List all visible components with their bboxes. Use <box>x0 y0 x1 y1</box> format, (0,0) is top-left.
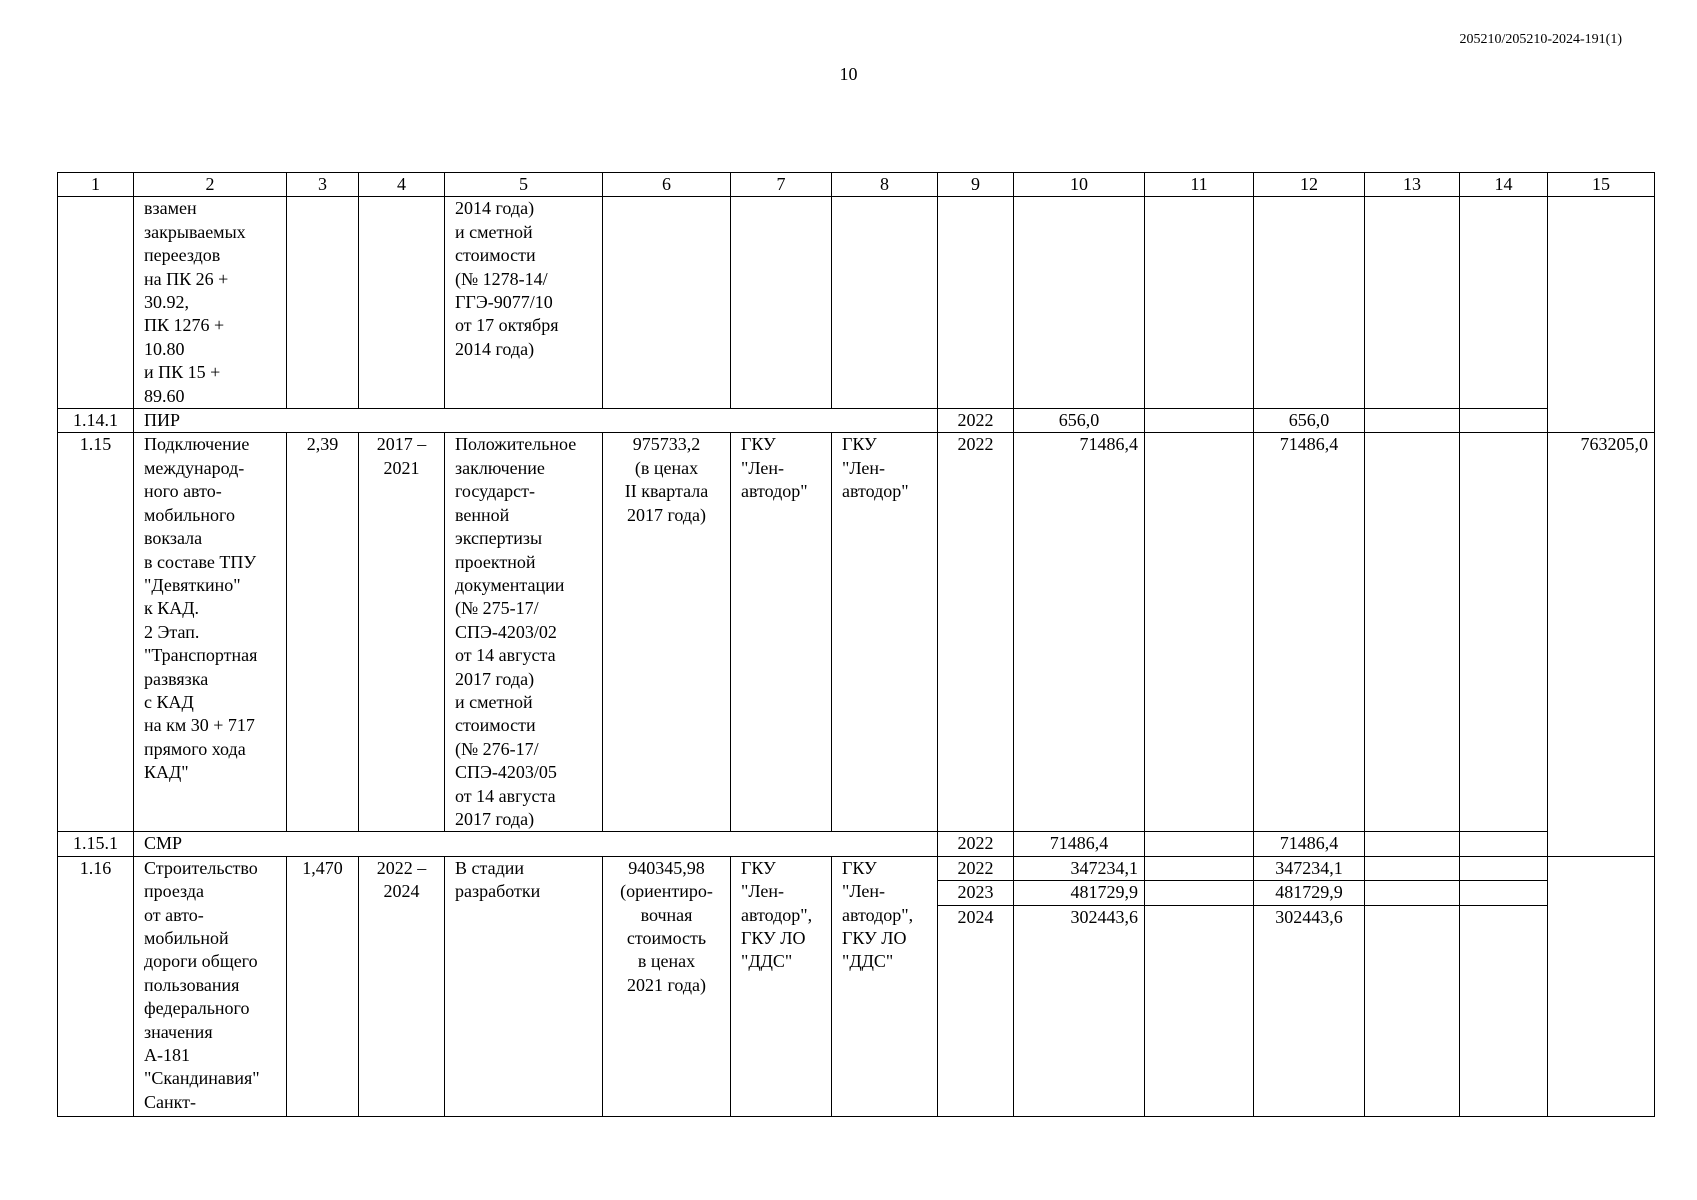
cell-label: СМР <box>134 832 938 856</box>
col-header: 7 <box>731 173 832 197</box>
cell-num: 1.16 <box>58 856 134 1116</box>
col-header: 2 <box>134 173 287 197</box>
col-header: 10 <box>1014 173 1145 197</box>
cell-total: 347234,1 <box>1014 856 1145 880</box>
cell-cost: 975733,2 (в ценах II квартала 2017 года) <box>603 433 731 832</box>
cell-customer: ГКУ "Лен- автодор" <box>731 433 832 832</box>
col-header: 8 <box>832 173 938 197</box>
cell-period: 2017 – 2021 <box>359 433 445 832</box>
cell-total: 71486,4 <box>1014 433 1145 832</box>
cell-doc: Положительное заключение государст- венной экспертизы проектной документации (№ 275-17/ СПЭ-4203/02 от 14 августа 2017 года) и сметной стоимости (№ 276-17/ СПЭ-4203/05 от 14 августа 2017 года) <box>445 433 603 832</box>
cell-empty <box>1365 197 1460 409</box>
cell-c12: 71486,4 <box>1254 433 1365 832</box>
col-header: 5 <box>445 173 603 197</box>
cell-c15: 763205,0 <box>1548 433 1655 856</box>
col-header: 11 <box>1145 173 1254 197</box>
cell-customer: ГКУ "Лен- автодор", ГКУ ЛО "ДДС" <box>731 856 832 1116</box>
cell-total: 481729,9 <box>1014 881 1145 905</box>
header-row <box>58 173 1655 197</box>
col-header: 12 <box>1254 173 1365 197</box>
cell-cost: 940345,98 (ориентиро- вочная стоимость в ценах 2021 года) <box>603 856 731 1116</box>
cell-empty <box>1365 881 1460 905</box>
cell-total: 302443,6 <box>1014 905 1145 1116</box>
cell-c12: 302443,6 <box>1254 905 1365 1116</box>
col-header: 1 <box>58 173 134 197</box>
cell-empty <box>1460 433 1548 832</box>
cell-doc: В стадии разработки <box>445 856 603 1116</box>
cell-empty <box>1145 856 1254 880</box>
cell-empty <box>1365 856 1460 880</box>
cell-empty <box>1365 832 1460 856</box>
cell-year: 2022 <box>938 856 1014 880</box>
cell-total: 71486,4 <box>1014 832 1145 856</box>
cell-name: взамен закрываемых переездов на ПК 26 + 30.92, ПК 1276 + 10.80 и ПК 15 + 89.60 <box>134 197 287 409</box>
cell-length: 1,470 <box>287 856 359 1116</box>
cell-empty <box>359 197 445 409</box>
table-row <box>58 832 1655 856</box>
cell-num <box>58 197 134 409</box>
cell-length: 2,39 <box>287 433 359 832</box>
col-header: 15 <box>1548 173 1655 197</box>
cell-label: ПИР <box>134 409 938 433</box>
cell-c12: 71486,4 <box>1254 832 1365 856</box>
cell-empty <box>287 197 359 409</box>
cell-empty <box>1145 881 1254 905</box>
cell-doc: 2014 года) и сметной стоимости (№ 1278-14/ ГГЭ-9077/10 от 17 октября 2014 года) <box>445 197 603 409</box>
cell-num: 1.14.1 <box>58 409 134 433</box>
table-row <box>58 197 1655 409</box>
col-header: 4 <box>359 173 445 197</box>
page-number: 10 <box>839 64 858 84</box>
cell-total: 656,0 <box>1014 409 1145 433</box>
cell-empty <box>1365 409 1460 433</box>
cell-empty <box>832 197 938 409</box>
cell-empty <box>1548 197 1655 433</box>
cell-empty <box>1145 905 1254 1116</box>
cell-year: 2023 <box>938 881 1014 905</box>
table-row <box>58 856 1655 880</box>
col-header: 13 <box>1365 173 1460 197</box>
cell-empty <box>1460 409 1548 433</box>
cell-empty <box>1145 832 1254 856</box>
col-header: 14 <box>1460 173 1548 197</box>
cell-empty <box>1365 905 1460 1116</box>
cell-period: 2022 – 2024 <box>359 856 445 1116</box>
cell-contractor: ГКУ "Лен- автодор" <box>832 433 938 832</box>
table-row <box>58 409 1655 433</box>
cell-year: 2024 <box>938 905 1014 1116</box>
cell-name: Строительство проезда от авто- мобильной дороги общего пользования федерального значения А-181 "Скандинавия" Санкт- <box>134 856 287 1116</box>
cell-name: Подключение международ- ного авто- мобильного вокзала в составе ТПУ "Девяткино" к КАД. 2 Этап. "Транспортная развязка с КАД на км 30 + 717 прямого хода КАД" <box>134 433 287 832</box>
cell-empty <box>1460 856 1548 880</box>
cell-c12: 347234,1 <box>1254 856 1365 880</box>
cell-empty <box>1365 433 1460 832</box>
cell-empty <box>1145 409 1254 433</box>
cell-empty <box>1145 433 1254 832</box>
col-header: 3 <box>287 173 359 197</box>
cell-empty <box>1460 832 1548 856</box>
cell-empty <box>1548 856 1655 1116</box>
cell-c12: 656,0 <box>1254 409 1365 433</box>
cell-empty <box>938 197 1014 409</box>
cell-empty <box>603 197 731 409</box>
cell-empty <box>1460 197 1548 409</box>
cell-year: 2022 <box>938 832 1014 856</box>
col-header: 9 <box>938 173 1014 197</box>
cell-empty <box>1460 881 1548 905</box>
cell-empty <box>1014 197 1145 409</box>
data-table <box>57 172 1655 1117</box>
col-header: 6 <box>603 173 731 197</box>
cell-year: 2022 <box>938 433 1014 832</box>
cell-empty <box>731 197 832 409</box>
cell-c12: 481729,9 <box>1254 881 1365 905</box>
cell-num: 1.15 <box>58 433 134 832</box>
cell-contractor: ГКУ "Лен- автодор", ГКУ ЛО "ДДС" <box>832 856 938 1116</box>
cell-empty <box>1254 197 1365 409</box>
cell-empty <box>1460 905 1548 1116</box>
cell-empty <box>1145 197 1254 409</box>
cell-num: 1.15.1 <box>58 832 134 856</box>
document-id: 205210/205210-2024-191(1) <box>1459 32 1622 47</box>
cell-year: 2022 <box>938 409 1014 433</box>
table-row <box>58 433 1655 832</box>
